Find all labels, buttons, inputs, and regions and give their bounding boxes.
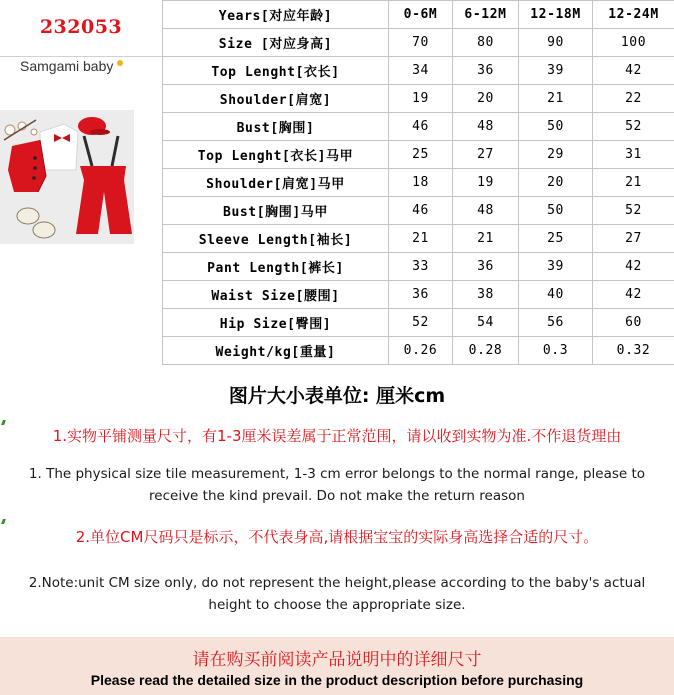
table-row [163, 253, 674, 281]
table-cell: 19 [453, 169, 519, 197]
header-cell: 0-6M [389, 1, 453, 29]
note-2-chinese: 2.单位CM尺码只是标示，不代表身高,请根据宝宝的实际身高选择合适的尺寸。 [75, 528, 599, 546]
table-cell: 54 [453, 309, 519, 337]
table-cell: 36 [389, 281, 453, 309]
table-row [163, 337, 674, 365]
table-cell: 46 [389, 113, 453, 141]
table-cell: 42 [593, 281, 674, 309]
table-cell: 70 [389, 29, 453, 57]
table-row [163, 169, 674, 197]
table-cell: 36 [453, 253, 519, 281]
table-cell: 19 [389, 85, 453, 113]
table-cell: 27 [453, 141, 519, 169]
table-cell: 52 [593, 197, 674, 225]
table-cell: 21 [453, 225, 519, 253]
note-1-english [0, 463, 674, 507]
table-cell: 0.28 [453, 337, 519, 365]
table-cell: 80 [453, 29, 519, 57]
table-cell: 56 [519, 309, 593, 337]
table-cell: 21 [389, 225, 453, 253]
product-code: 232053 [39, 16, 123, 38]
row-label: Bust[胸围]马甲 [163, 197, 389, 225]
note-2-english [0, 572, 674, 616]
table-cell: 31 [593, 141, 674, 169]
unit-title: 图片大小表单位: 厘米cm [228, 385, 446, 407]
note-1-chinese: 1.实物平铺测量尺寸，有1-3厘米误差属于正常范围，请以收到实物为准.不作退货理由 [52, 427, 622, 445]
row-label: Top Lenght[衣长] [163, 57, 389, 85]
table-cell: 50 [519, 113, 593, 141]
note-2-english-line-1: 2.Note:unit CM size only, do not represent the height,please according to the baby's actual [28, 575, 646, 591]
product-photo [0, 110, 134, 244]
table-cell: 52 [593, 113, 674, 141]
table-cell: 18 [389, 169, 453, 197]
table-cell: 36 [453, 57, 519, 85]
red-vest-suspender-outfit-icon [0, 110, 134, 244]
table-cell: 60 [593, 309, 674, 337]
table-cell: 22 [593, 85, 674, 113]
table-row [163, 29, 674, 57]
note-1-english-line-1: 1. The physical size tile measurement, 1-3 cm error belongs to the normal range, please to [28, 466, 646, 482]
table-row [163, 197, 674, 225]
table-cell: 100 [593, 29, 674, 57]
table-cell: 42 [593, 57, 674, 85]
note-2-english-line-2: height to choose the appropriate size. [208, 597, 466, 613]
header-cell: 12-24M [593, 1, 674, 29]
table-cell: 46 [389, 197, 453, 225]
table-cell: 34 [389, 57, 453, 85]
table-cell: 25 [389, 141, 453, 169]
table-cell: 40 [519, 281, 593, 309]
header-cell: 12-18M [519, 1, 593, 29]
row-label: Weight/kg[重量] [163, 337, 389, 365]
table-cell: 50 [519, 197, 593, 225]
table-row [163, 225, 674, 253]
footer-banner [0, 637, 674, 695]
table-cell: 20 [519, 169, 593, 197]
table-cell: 0.26 [389, 337, 453, 365]
table-cell: 29 [519, 141, 593, 169]
footer-chinese: 请在购买前阅读产品说明中的详细尺寸 [192, 650, 482, 670]
row-label: Bust[胸围] [163, 113, 389, 141]
header-cell: Years[对应年龄] [163, 1, 389, 29]
size-chart-table [162, 0, 674, 365]
product-code-cell [0, 0, 162, 57]
table-cell: 39 [519, 57, 593, 85]
brand-logo: Samgami baby [20, 58, 114, 74]
table-cell: 21 [519, 85, 593, 113]
row-label: Shoulder[肩宽]马甲 [163, 169, 389, 197]
table-cell: 90 [519, 29, 593, 57]
note-1-english-line-2: receive the kind prevail. Do not make the return reason [149, 488, 525, 504]
row-label: Top Lenght[衣长]马甲 [163, 141, 389, 169]
table-row [163, 141, 674, 169]
table-cell: 25 [519, 225, 593, 253]
table-cell: 33 [389, 253, 453, 281]
row-label: Hip Size[臀围] [163, 309, 389, 337]
table-row [163, 57, 674, 85]
table-cell: 42 [593, 253, 674, 281]
table-cell: 0.32 [593, 337, 674, 365]
table-cell: 27 [593, 225, 674, 253]
table-header-row [163, 1, 674, 29]
table-cell: 21 [593, 169, 674, 197]
row-label: Pant Length[裤长] [163, 253, 389, 281]
table-cell: 20 [453, 85, 519, 113]
table-cell: 39 [519, 253, 593, 281]
brand-logo-dot-icon [117, 60, 123, 66]
footer-english: Please read the detailed size in the product description before purchasing [90, 672, 584, 688]
table-row [163, 281, 674, 309]
table-cell: 38 [453, 281, 519, 309]
row-label: Shoulder[肩宽] [163, 85, 389, 113]
row-label: Sleeve Length[袖长] [163, 225, 389, 253]
table-row [163, 309, 674, 337]
product-panel [0, 0, 163, 364]
table-cell: 0.3 [519, 337, 593, 365]
header-cell: 6-12M [453, 1, 519, 29]
tick-mark-icon [1, 519, 6, 524]
row-label: Waist Size[腰围] [163, 281, 389, 309]
table-cell: 48 [453, 197, 519, 225]
table-cell: 52 [389, 309, 453, 337]
row-label: Size [对应身高] [163, 29, 389, 57]
table-cell: 48 [453, 113, 519, 141]
table-row [163, 113, 674, 141]
table-row [163, 85, 674, 113]
